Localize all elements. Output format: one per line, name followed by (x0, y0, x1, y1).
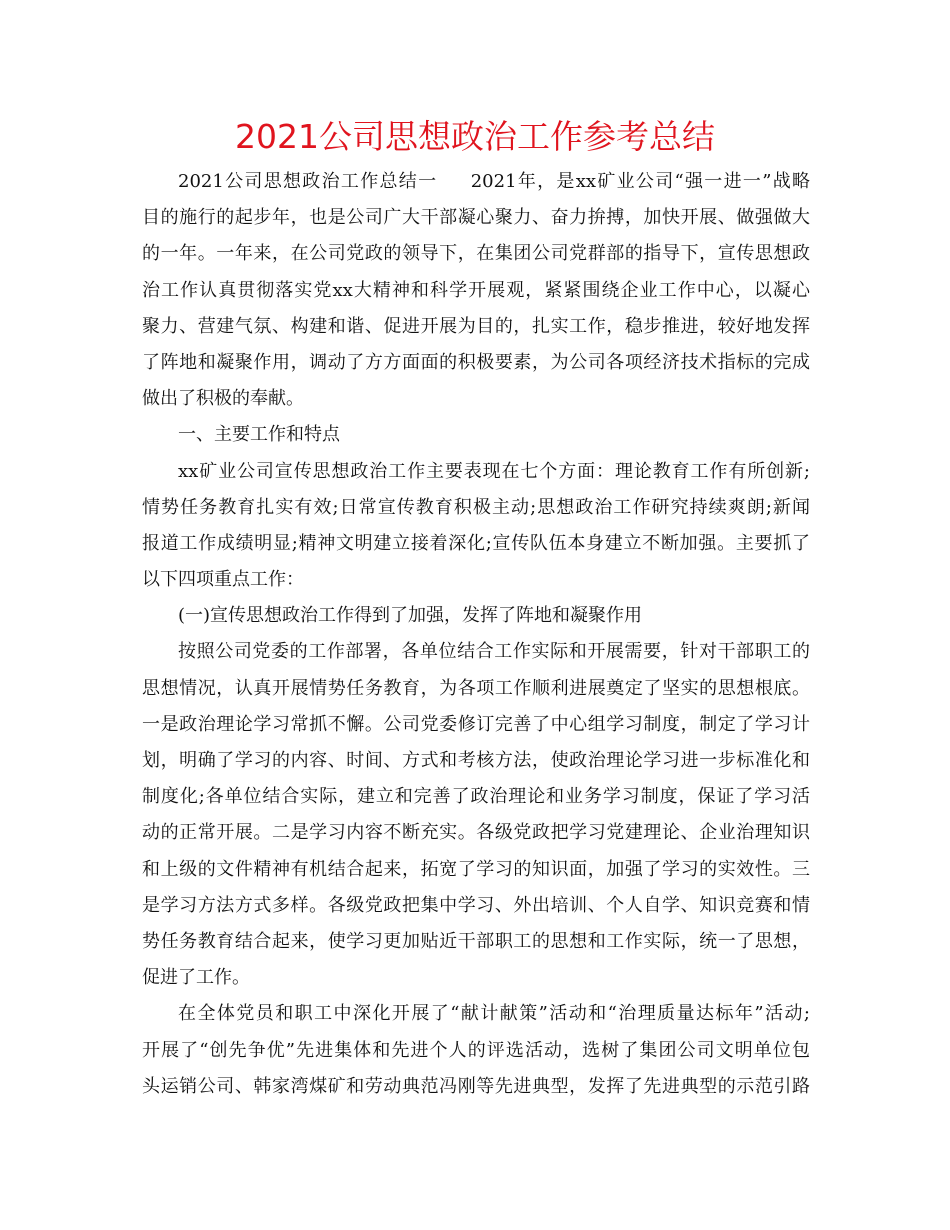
text-line: 2021公司思想政治工作总结一 2021年，是xx矿业公司“强一进一”战略 (178, 171, 810, 192)
text-line: 是学习方法方式多样。各级党政把集中学习、外出培训、个人自学、知识竞赛和情 (142, 894, 810, 916)
text-line: 治工作认真贯彻落实党xx大精神和科学开展观，紧紧围绕企业工作中心，以凝心 (142, 279, 810, 301)
text-line: 制度化;各单位结合实际，建立和完善了政治理论和业务学习制度，保证了学习活 (142, 786, 810, 808)
document-title: 2021公司思想政治工作参考总结 (235, 117, 715, 156)
text-line: 动的正常开展。二是学习内容不断充实。各级党政把学习党建理论、企业治理知识 (142, 822, 810, 844)
text-line: 目的施行的起步年，也是公司广大干部凝心聚力、奋力拚搏，加快开展、做强做大 (142, 207, 810, 229)
text-line: 情势任务教育扎实有效;日常宣传教育积极主动;思想政治工作研究持续爽朗;新闻 (142, 496, 810, 518)
text-line: 了阵地和凝聚作用，调动了方方面面的积极要素，为公司各项经济技术指标的完成 (142, 351, 810, 373)
text-line: 促进了工作。 (142, 967, 250, 989)
text-line: 报道工作成绩明显;精神文明建立接着深化;宣传队伍本身建立不断加强。主要抓了 (142, 532, 810, 554)
text-line: 头运销公司、韩家湾煤矿和劳动典范冯刚等先进典型，发挥了先进典型的示范引路 (142, 1075, 810, 1097)
text-line: 以下四项重点工作： (142, 569, 304, 591)
document-body (142, 164, 810, 1105)
text-line: 和上级的文件精神有机结合起来，拓宽了学习的知识面，加强了学习的实效性。三 (142, 858, 810, 880)
text-line: 在全体党员和职工中深化开展了“献计献策”活动和“治理质量达标年”活动; (178, 1003, 810, 1025)
section-heading: 一、主要工作和特点 (178, 424, 340, 446)
text-line: 开展了“创先争优”先进集体和先进个人的评选活动，选树了集团公司文明单位包 (142, 1039, 810, 1061)
subsection-heading: (一)宣传思想政治工作得到了加强，发挥了阵地和凝聚作用 (178, 605, 643, 627)
text-line: 按照公司党委的工作部署，各单位结合工作实际和开展需要，针对干部职工的 (178, 641, 810, 663)
text-line: xx矿业公司宣传思想政治工作主要表现在七个方面：理论教育工作有所创新; (178, 460, 810, 482)
text-line: 的一年。一年来，在公司党政的领导下，在集团公司党群部的指导下，宣传思想政 (142, 243, 810, 265)
text-line: 聚力、营建气氛、构建和谐、促进开展为目的，扎实工作，稳步推进，较好地发挥 (142, 315, 810, 337)
text-line: 思想情况，认真开展情势任务教育，为各项工作顺利进展奠定了坚实的思想根底。 (142, 677, 810, 699)
text-line: 一是政治理论学习常抓不懈。公司党委修订完善了中心组学习制度，制定了学习计 (142, 713, 810, 735)
text-line: 势任务教育结合起来，使学习更加贴近干部职工的思想和工作实际，统一了思想， (142, 930, 810, 952)
text-line: 做出了积极的奉献。 (142, 388, 304, 410)
text-line: 划，明确了学习的内容、时间、方式和考核方法，使政治理论学习进一步标准化和 (142, 750, 810, 771)
